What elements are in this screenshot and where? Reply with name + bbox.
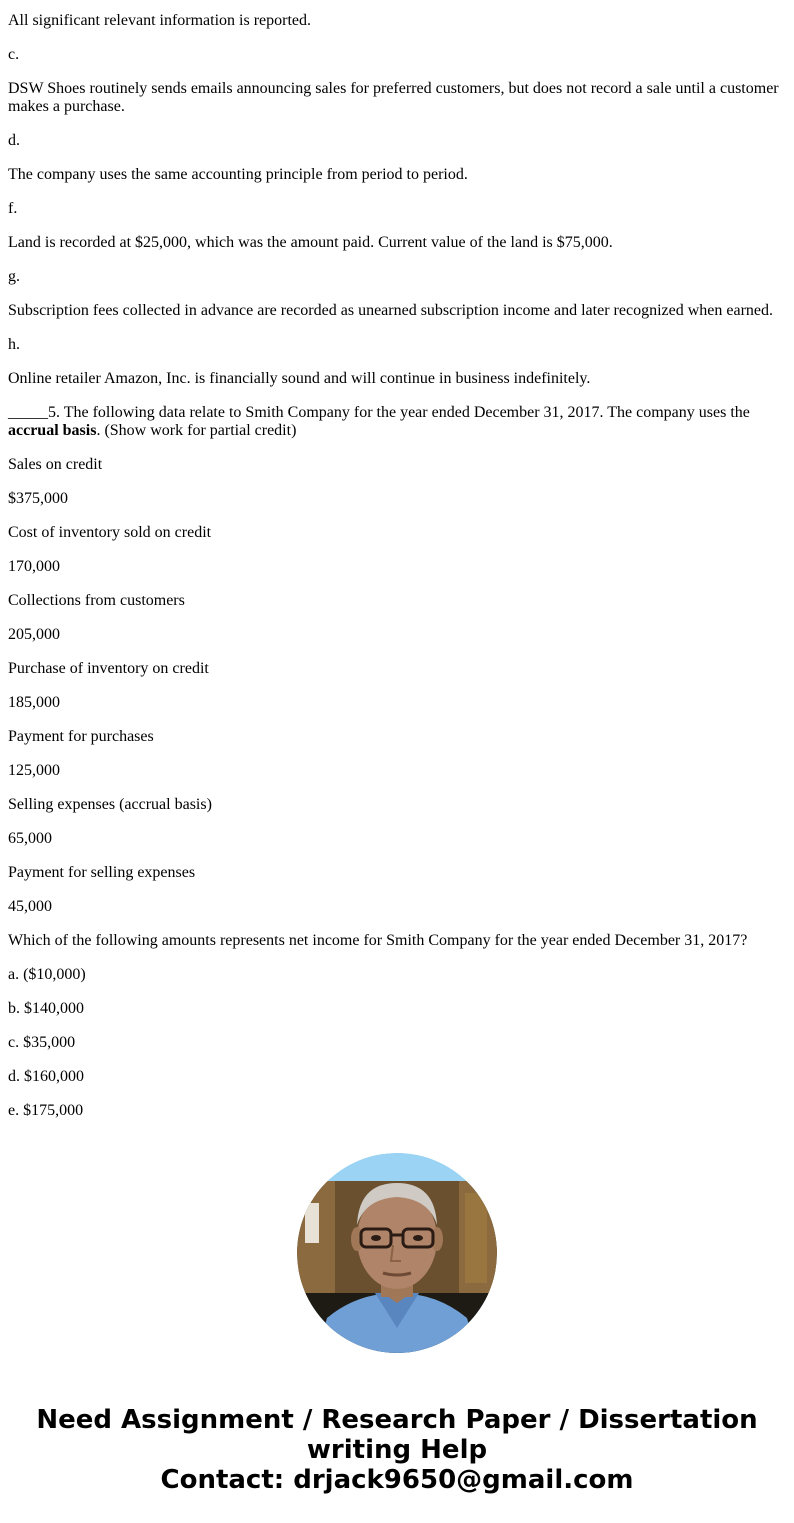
statement-label-f: f. bbox=[8, 200, 18, 217]
promo-line-2: writing Help bbox=[306, 1435, 488, 1465]
question-5-suffix: . (Show work for partial credit) bbox=[96, 422, 297, 439]
person-photo-icon bbox=[297, 1153, 497, 1353]
statement-label-g: g. bbox=[8, 268, 20, 285]
question-5-prompt: Which of the following amounts represents net income for Smith Company for the year ended December 31, 2017? bbox=[8, 932, 748, 949]
statement-text-d: The company uses the same accounting principle from period to period. bbox=[8, 166, 468, 183]
answer-option: c. $35,000 bbox=[8, 1034, 76, 1051]
promo-contact: Contact: drjack9650@gmail.com bbox=[160, 1465, 634, 1495]
data-label: Payment for selling expenses bbox=[8, 864, 196, 881]
data-label: Collections from customers bbox=[8, 592, 185, 609]
answer-option: a. ($10,000) bbox=[8, 966, 86, 983]
data-label: Cost of inventory sold on credit bbox=[8, 524, 212, 541]
promo-banner bbox=[0, 1405, 794, 1495]
statement-text-g: Subscription fees collected in advance are recorded as unearned subscription income and later recognized when earned. bbox=[8, 302, 773, 319]
data-value: 205,000 bbox=[8, 626, 60, 643]
document-body bbox=[8, 12, 786, 1136]
avatar bbox=[297, 1153, 497, 1353]
data-label: Selling expenses (accrual basis) bbox=[8, 796, 212, 813]
data-value: 185,000 bbox=[8, 694, 60, 711]
statement-label-d: d. bbox=[8, 132, 20, 149]
data-label: Payment for purchases bbox=[8, 728, 154, 745]
answer-option: d. $160,000 bbox=[8, 1068, 84, 1085]
data-value: 125,000 bbox=[8, 762, 60, 779]
answer-option: b. $140,000 bbox=[8, 1000, 84, 1017]
statement-text-h: Online retailer Amazon, Inc. is financially sound and will continue in business indefinitely. bbox=[8, 370, 591, 387]
answer-option: e. $175,000 bbox=[8, 1102, 84, 1119]
data-label: Sales on credit bbox=[8, 456, 103, 473]
data-value: 170,000 bbox=[8, 558, 60, 575]
statement-text-c: DSW Shoes routinely sends emails announcing sales for preferred customers, but does not record a sale until a customer makes a purchase. bbox=[8, 80, 779, 115]
promo-line-1: Need Assignment / Research Paper / Dissertation bbox=[36, 1405, 758, 1435]
data-value: $375,000 bbox=[8, 490, 68, 507]
data-label: Purchase of inventory on credit bbox=[8, 660, 209, 677]
statement-label-h: h. bbox=[8, 336, 20, 353]
question-5-intro bbox=[8, 404, 786, 440]
data-value: 45,000 bbox=[8, 898, 52, 915]
statement-intro: All significant relevant information is reported. bbox=[8, 12, 312, 29]
statement-text-f: Land is recorded at $25,000, which was the amount paid. Current value of the land is $75,000. bbox=[8, 234, 613, 251]
data-value: 65,000 bbox=[8, 830, 52, 847]
question-5-bold-term: accrual basis bbox=[8, 422, 97, 439]
question-5-prefix: _____5. The following data relate to Smith Company for the year ended December 31, 2017. The company uses the bbox=[8, 404, 750, 421]
statement-label-c: c. bbox=[8, 46, 20, 63]
